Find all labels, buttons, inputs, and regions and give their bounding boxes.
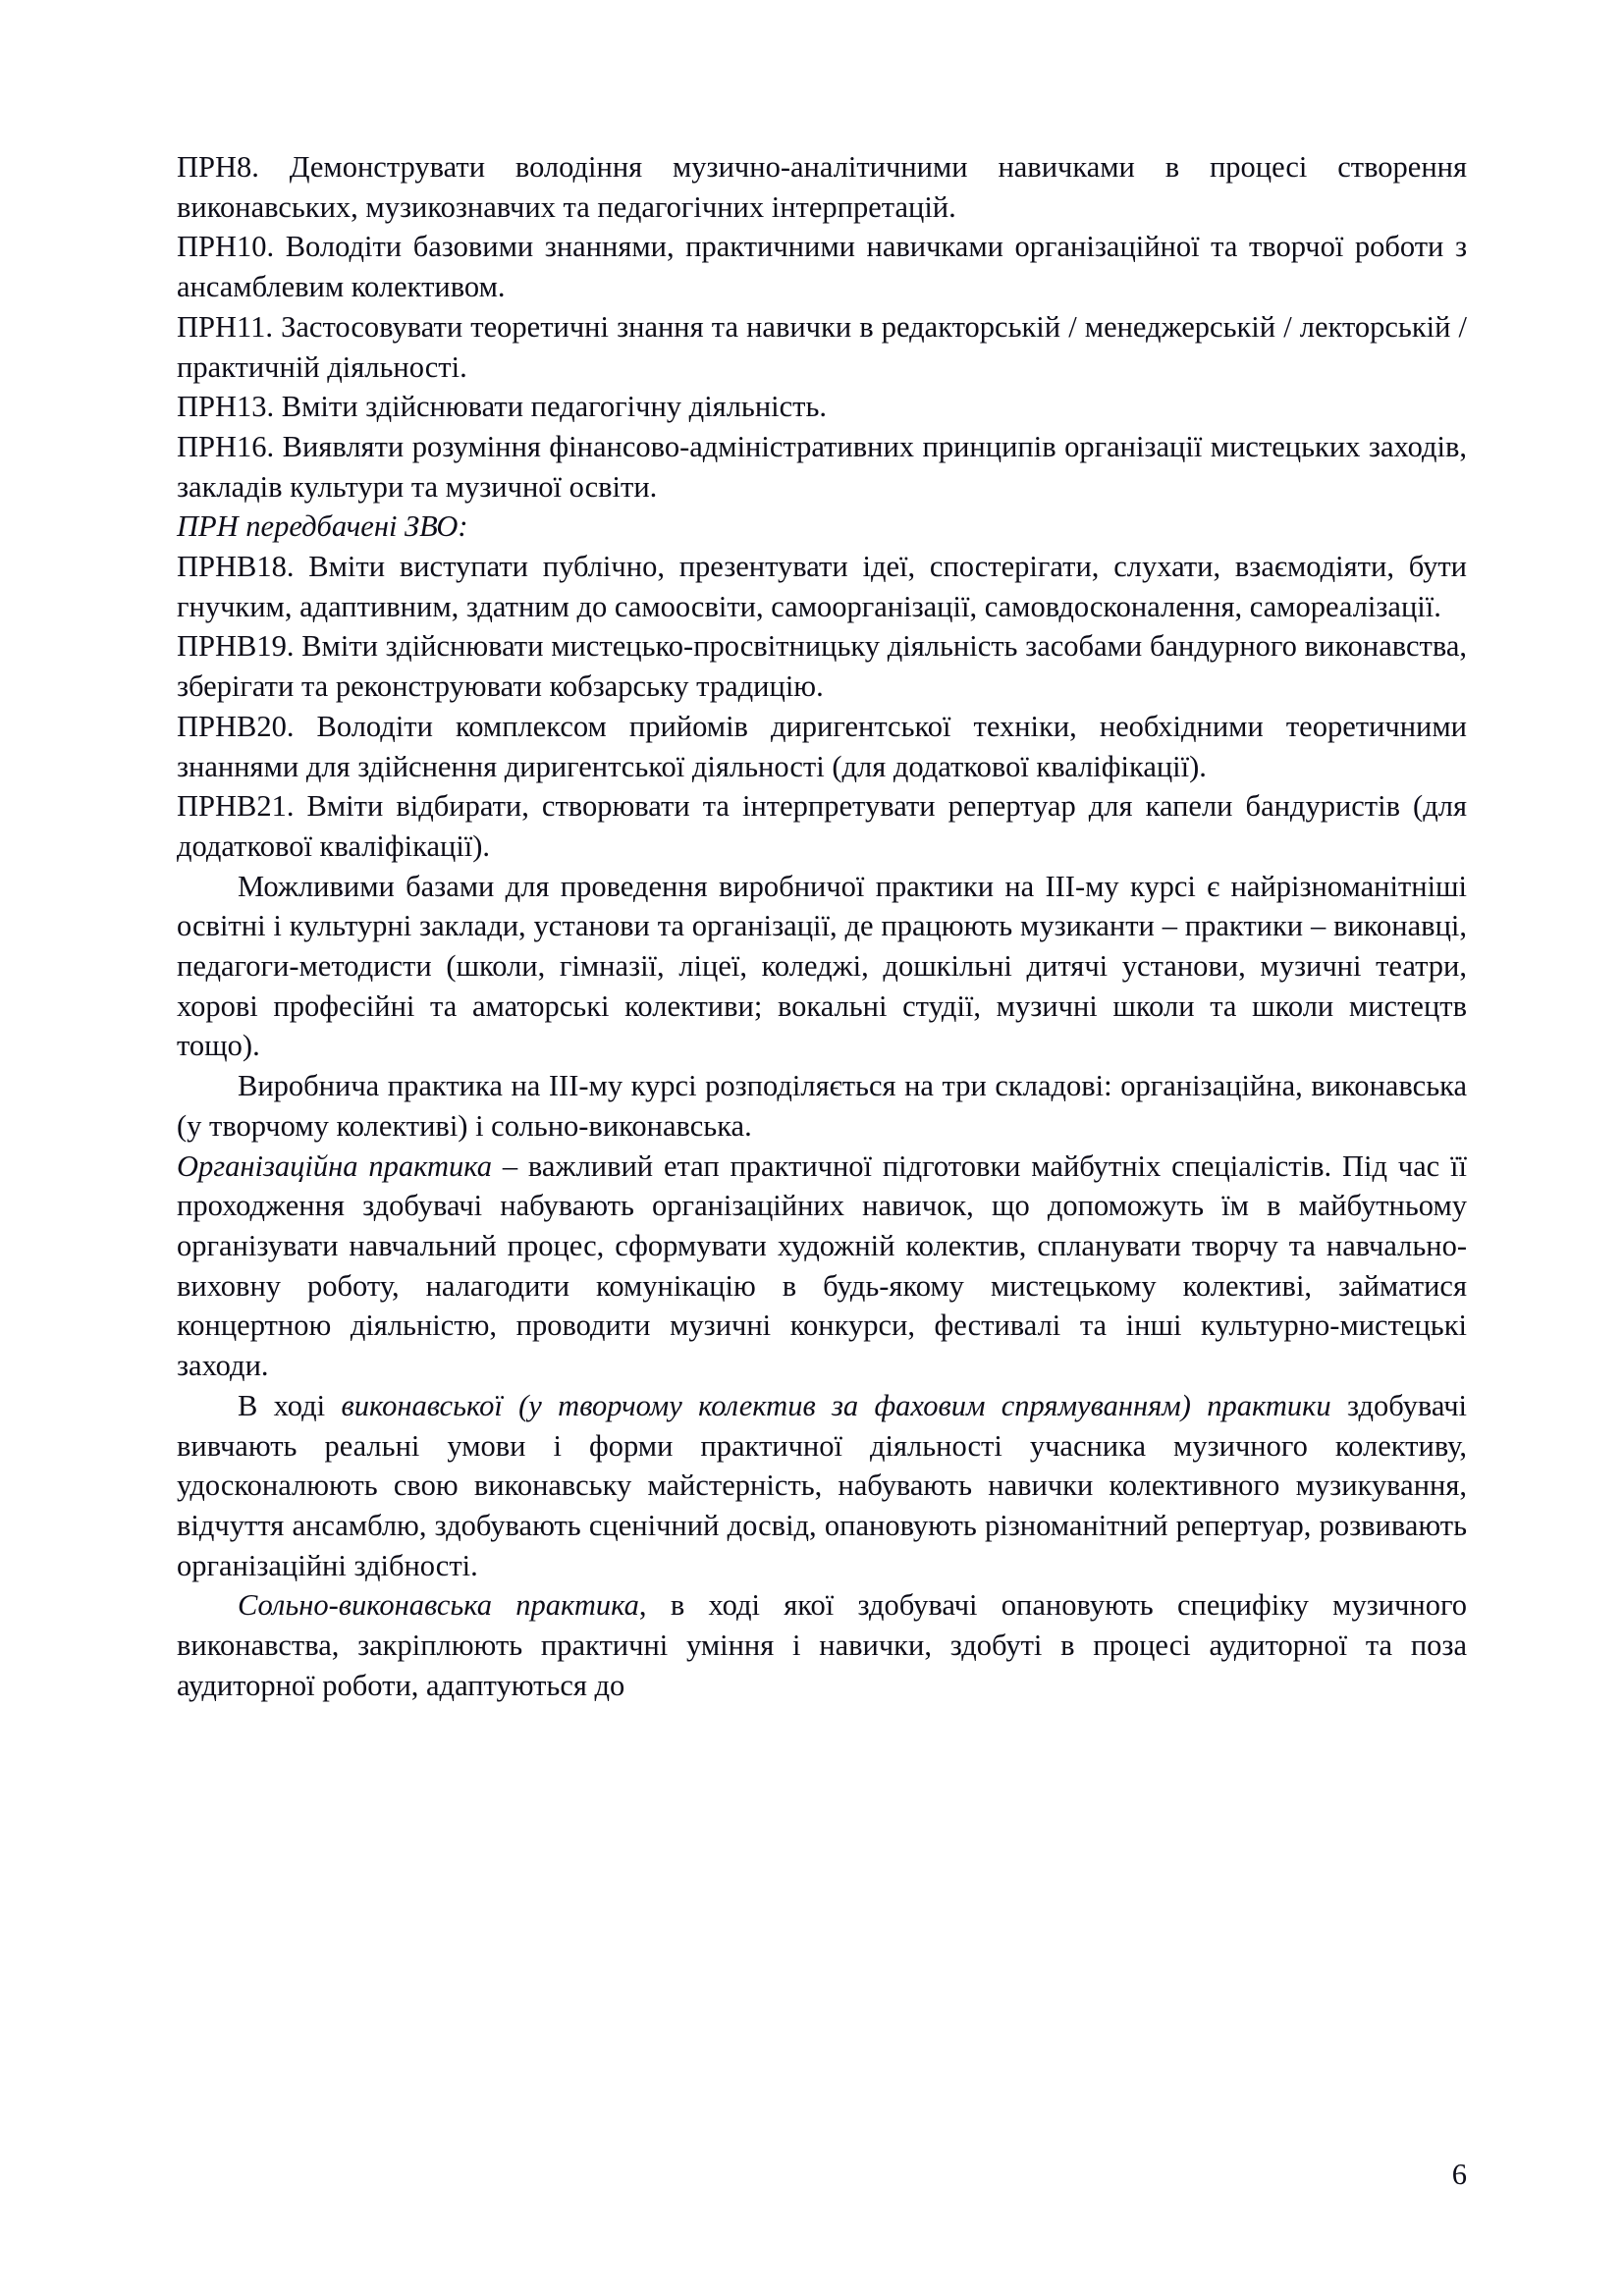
paragraph-performance-practice-text: здобувачі вивчають реальні умови і форми практичної діяльності учасника музичного колективу, удосконалюють свою виконавську майстерність, набувають навички колективного музикування, відчуття ансамблю, здобувають сценічний досвід, опановують різноманітний репертуар, розвивають організаційні здібності. [177,1388,1468,1582]
paragraph-performance-practice-prefix: В ході [238,1388,342,1422]
paragraph-prn13: ПРН13. Вміти здійснювати педагогічну діяльність. [177,390,828,424]
paragraph-performance-practice [177,1386,1467,1586]
paragraph-solo-practice [177,1585,1467,1705]
paragraph-organizational-practice [177,1147,1467,1386]
paragraph-prnv19: ПРНВ19. Вміти здійснювати мистецько-просвітницьку діяльність засобами бандурного виконавства, зберігати та реконструювати кобзарську традицію. [177,629,1467,704]
paragraph-prn16: ПРН16. Виявляти розуміння фінансово-адміністративних принципів організації мистецьких заходів, закладів культури та музичної освіти. [177,429,1467,504]
heading-prn-zvo: ПРН передбачені ЗВО: [177,509,468,544]
paragraph-prn11: ПРН11. Застосовувати теоретичні знання та навички в редакторській / менеджерській / лекторській / практичній діяльності. [177,309,1467,384]
paragraph-prnv21: ПРНВ21. Вміти відбирати, створювати та інтерпретувати репертуар для капели бандуристів (для додаткової кваліфікації). [177,789,1467,863]
term-organizational-practice: Організаційна практика [177,1148,493,1183]
term-solo-practice: Сольно-виконавська практика [238,1588,639,1623]
term-performance-practice: виконавської (у творчому колектив за фаховим спрямуванням) практики [341,1388,1331,1422]
paragraph-practice-bases: Можливими базами для проведення виробничої практики на ІІІ-му курсі є найрізноманітніші освітні і культурні заклади, установи та організації, де працюють музиканти – практики – виконавці, педагоги-методисти (школи, гімназії, ліцеї, коледжі, дошкільні дитячі установи, музичні театри, хорові професійні та аматорські колективи; вокальні студії, музичні школи та школи мистецтв тощо). [177,869,1467,1063]
paragraph-solo-practice-text: , в ході якої здобувачі опановують специфіку музичного виконавства, закріплюють практичні уміння і навички, здобуті в процесі аудиторної та поза аудиторної роботи, адаптуються до [177,1588,1467,1702]
paragraph-prnv18: ПРНВ18. Вміти виступати публічно, презентувати ідеї, спостерігати, слухати, взаємодіяти, бути гнучким, адаптивним, здатним до самоосвіти, самоорганізації, самовдосконалення, самореалізації. [177,550,1467,623]
paragraph-prnv20: ПРНВ20. Володіти комплексом прийомів диригентської техніки, необхідними теоретичними знаннями для здійснення диригентської діяльності (для додаткової кваліфікації). [177,709,1467,783]
page-number: 6 [1451,2158,1467,2191]
paragraph-prn8: ПРН8. Демонструвати володіння музично-аналітичними навичками в процесі створення виконавських, музикознавчих та педагогічних інтерпретацій. [177,150,1467,224]
paragraph-practice-parts: Виробнича практика на ІІІ-му курсі розподіляється на три складові: організаційна, виконавська (у творчому колективі) і сольно-виконавська. [177,1069,1467,1143]
paragraph-organizational-practice-text: – важливий етап практичної підготовки майбутніх спеціалістів. Під час її проходження здобувачі набувають організаційних навичок, що допоможуть їм в майбутньому організувати навчальний процес, сформувати художній колектив, спланувати творчу та навчально-виховну роботу, налагодити комунікацію в будь-якому мистецькому колективі, займатися концертною діяльністю, проводити музичні конкурси, фестивалі та інші культурно-мистецькі заходи. [177,1148,1467,1383]
page-body [177,147,1467,1705]
paragraph-prn10: ПРН10. Володіти базовими знаннями, практичними навичками організаційної та творчої роботи з ансамблевим колективом. [177,230,1467,304]
